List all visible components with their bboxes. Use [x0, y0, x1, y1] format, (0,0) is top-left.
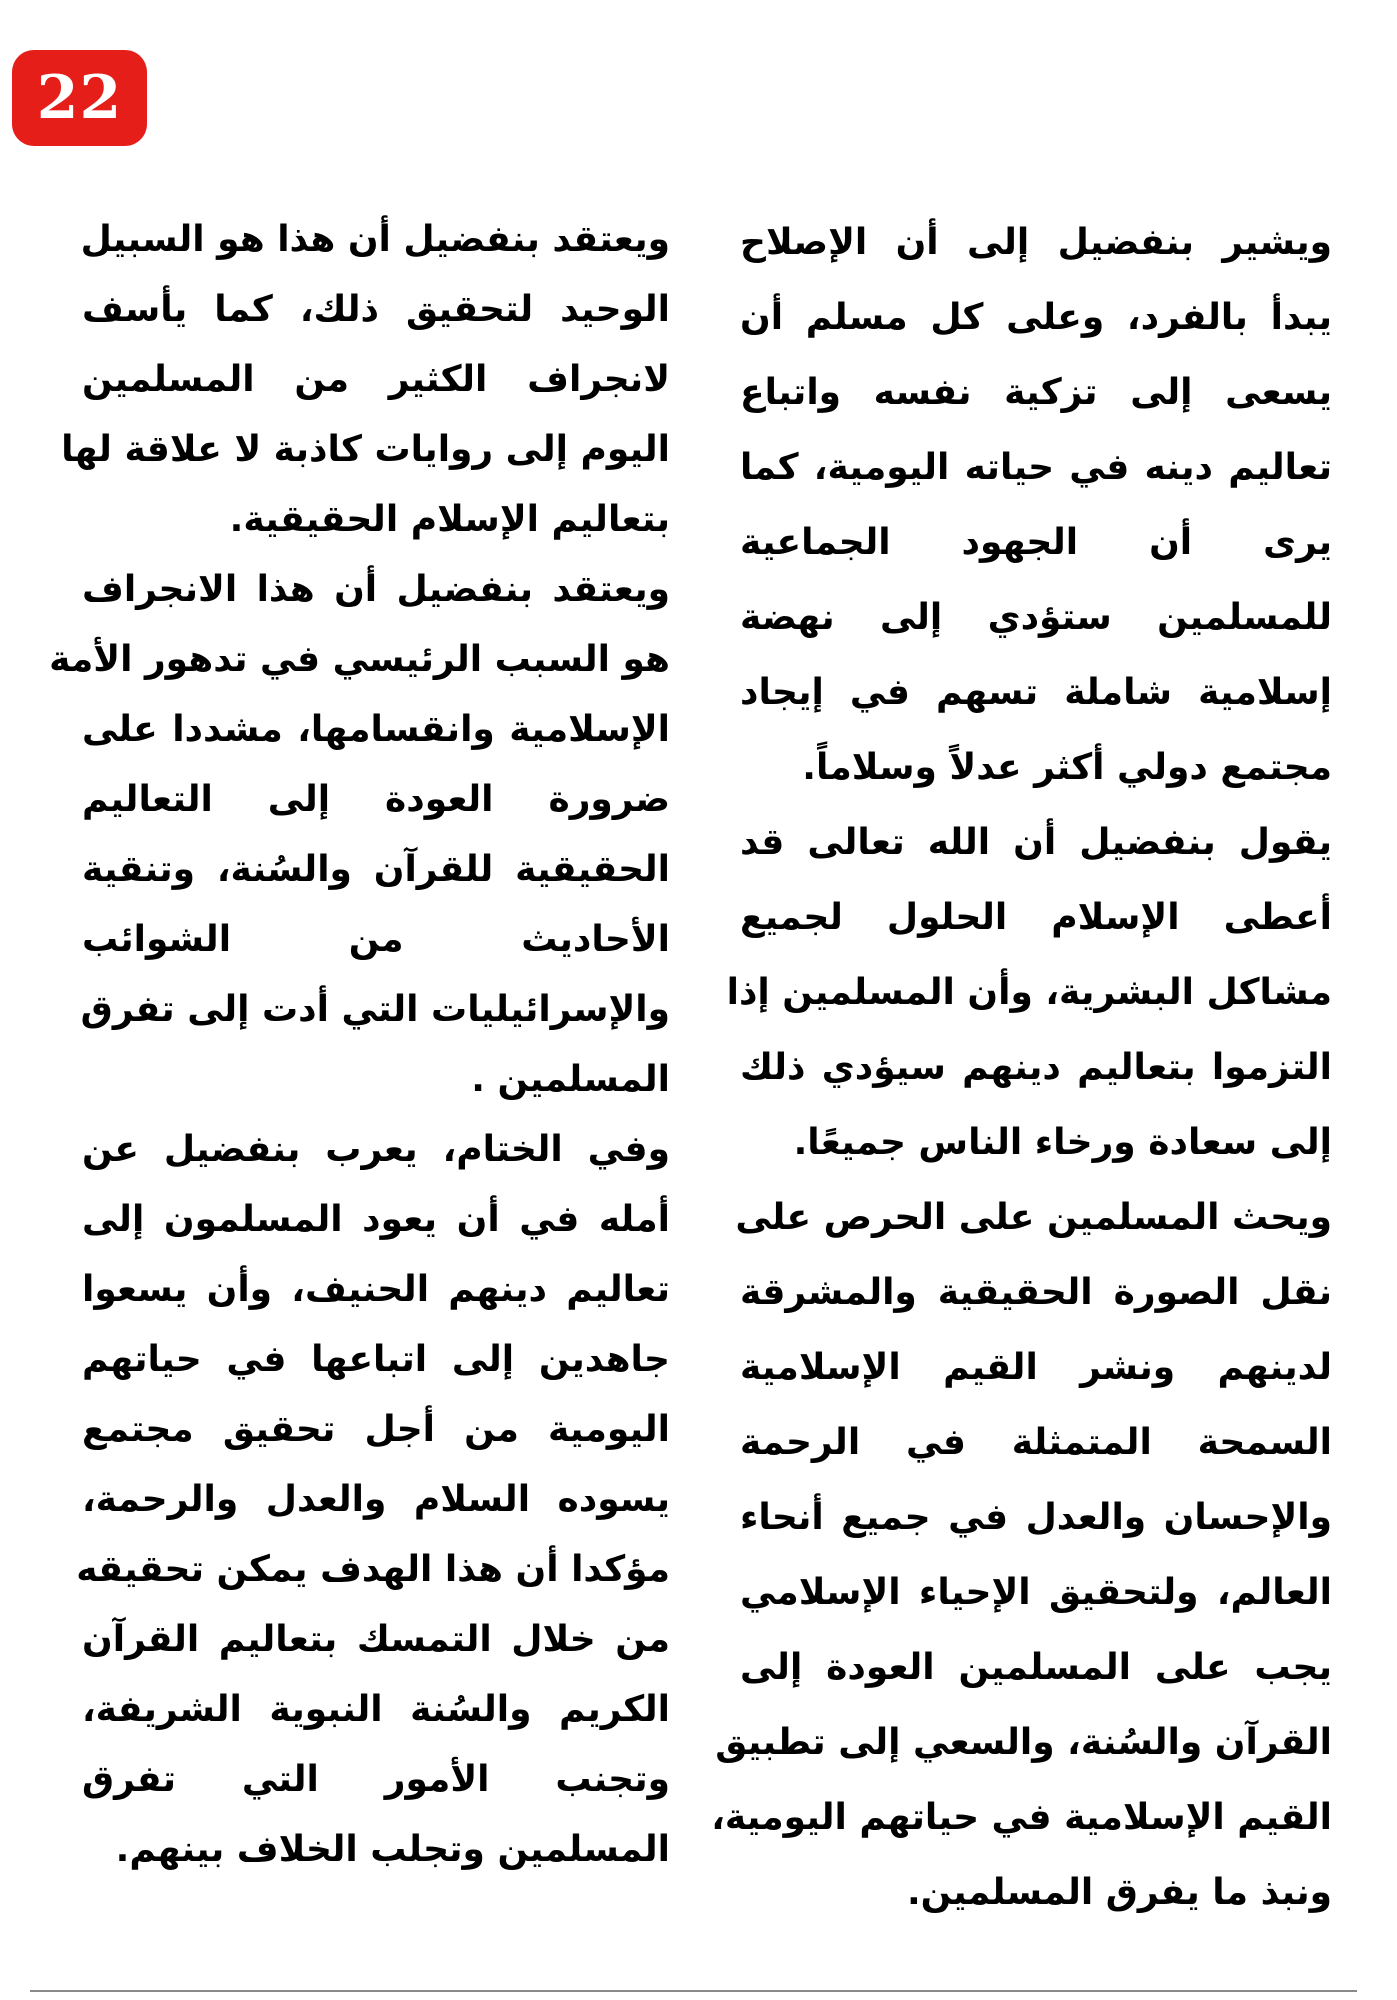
text-line: ويحث المسلمين على الحرص على [735, 1197, 1332, 1238]
text-line: بتعاليم الإسلام الحقيقية. [229, 499, 670, 540]
text-line: التزموا بتعاليم دينهم سيؤدي ذلك [740, 1047, 1332, 1088]
page-number-badge [12, 50, 147, 146]
text-line: اليوم إلى روايات كاذبة لا علاقة لها [61, 429, 670, 470]
text-line: تعاليم دينهم الحنيف، وأن يسعوا [82, 1269, 670, 1310]
text-line: ويعتقد بنفضيل أن هذا الانجراف [82, 569, 670, 610]
text-line: من خلال التمسك بتعاليم القرآن [82, 1619, 670, 1660]
text-line: الأحاديث من الشوائب [82, 919, 670, 960]
text-line: إلى سعادة ورخاء الناس جميعًا. [793, 1122, 1332, 1163]
text-line: المسلمين . [471, 1059, 670, 1100]
text-line: يبدأ بالفرد، وعلى كل مسلم أن [740, 297, 1332, 338]
text-line: لدينهم ونشر القيم الإسلامية [740, 1347, 1332, 1388]
text-line: نقل الصورة الحقيقية والمشرقة [740, 1272, 1332, 1313]
article-column-left [49, 205, 670, 1885]
text-line: المسلمين وتجلب الخلاف بينهم. [115, 1829, 670, 1870]
text-line: القيم الإسلامية في حياتهم اليومية، [711, 1797, 1332, 1838]
text-line: يجب على المسلمين العودة إلى [740, 1647, 1332, 1688]
text-line: وتجنب الأمور التي تفرق [82, 1759, 670, 1800]
text-line: العالم، ولتحقيق الإحياء الإسلامي [740, 1572, 1332, 1613]
footer-divider [30, 1990, 1357, 1992]
text-line: مشاكل البشرية، وأن المسلمين إذا [726, 972, 1332, 1013]
text-line: القرآن والسُنة، والسعي إلى تطبيق [715, 1722, 1332, 1763]
text-line: يسوده السلام والعدل والرحمة، [82, 1479, 670, 1520]
text-line: الإسلامية وانقسامها، مشددا على [82, 709, 670, 750]
text-line: ويشير بنفضيل إلى أن الإصلاح [740, 222, 1332, 263]
text-line: اليومية من أجل تحقيق مجتمع [82, 1409, 670, 1450]
text-line: وفي الختام، يعرب بنفضيل عن [82, 1129, 670, 1170]
text-line: والإحسان والعدل في جميع أنحاء [740, 1497, 1332, 1538]
text-line: تعاليم دينه في حياته اليومية، كما [740, 447, 1332, 488]
text-line: هو السبب الرئيسي في تدهور الأمة [49, 639, 670, 680]
text-line: لانجراف الكثير من المسلمين [82, 359, 670, 400]
text-line: ونبذ ما يفرق المسلمين. [906, 1872, 1332, 1913]
article-column-right [711, 205, 1332, 1930]
text-line: يسعى إلى تزكية نفسه واتباع [740, 372, 1332, 413]
text-line: الحقيقية للقرآن والسُنة، وتنقية [82, 849, 670, 890]
text-line: مؤكدا أن هذا الهدف يمكن تحقيقه [76, 1549, 670, 1590]
text-line: أمله في أن يعود المسلمون إلى [82, 1199, 670, 1240]
text-line: يقول بنفضيل أن الله تعالى قد [740, 822, 1332, 863]
text-line: مجتمع دولي أكثر عدلاً وسلاماً. [802, 747, 1332, 788]
text-line: جاهدين إلى اتباعها في حياتهم [82, 1339, 670, 1380]
text-line: ويعتقد بنفضيل أن هذا هو السبيل [80, 219, 670, 260]
text-line: للمسلمين ستؤدي إلى نهضة [740, 597, 1332, 638]
page-number: 22 [36, 63, 123, 133]
text-line: الوحيد لتحقيق ذلك، كما يأسف [82, 289, 670, 330]
text-line: الكريم والسُنة النبوية الشريفة، [82, 1689, 670, 1730]
text-line: والإسرائيليات التي أدت إلى تفرق [80, 989, 670, 1030]
text-line: يرى أن الجهود الجماعية [740, 522, 1332, 563]
text-line: أعطى الإسلام الحلول لجميع [740, 897, 1332, 938]
text-line: إسلامية شاملة تسهم في إيجاد [740, 672, 1332, 713]
text-line: ضرورة العودة إلى التعاليم [82, 779, 670, 820]
text-line: السمحة المتمثلة في الرحمة [740, 1422, 1332, 1463]
